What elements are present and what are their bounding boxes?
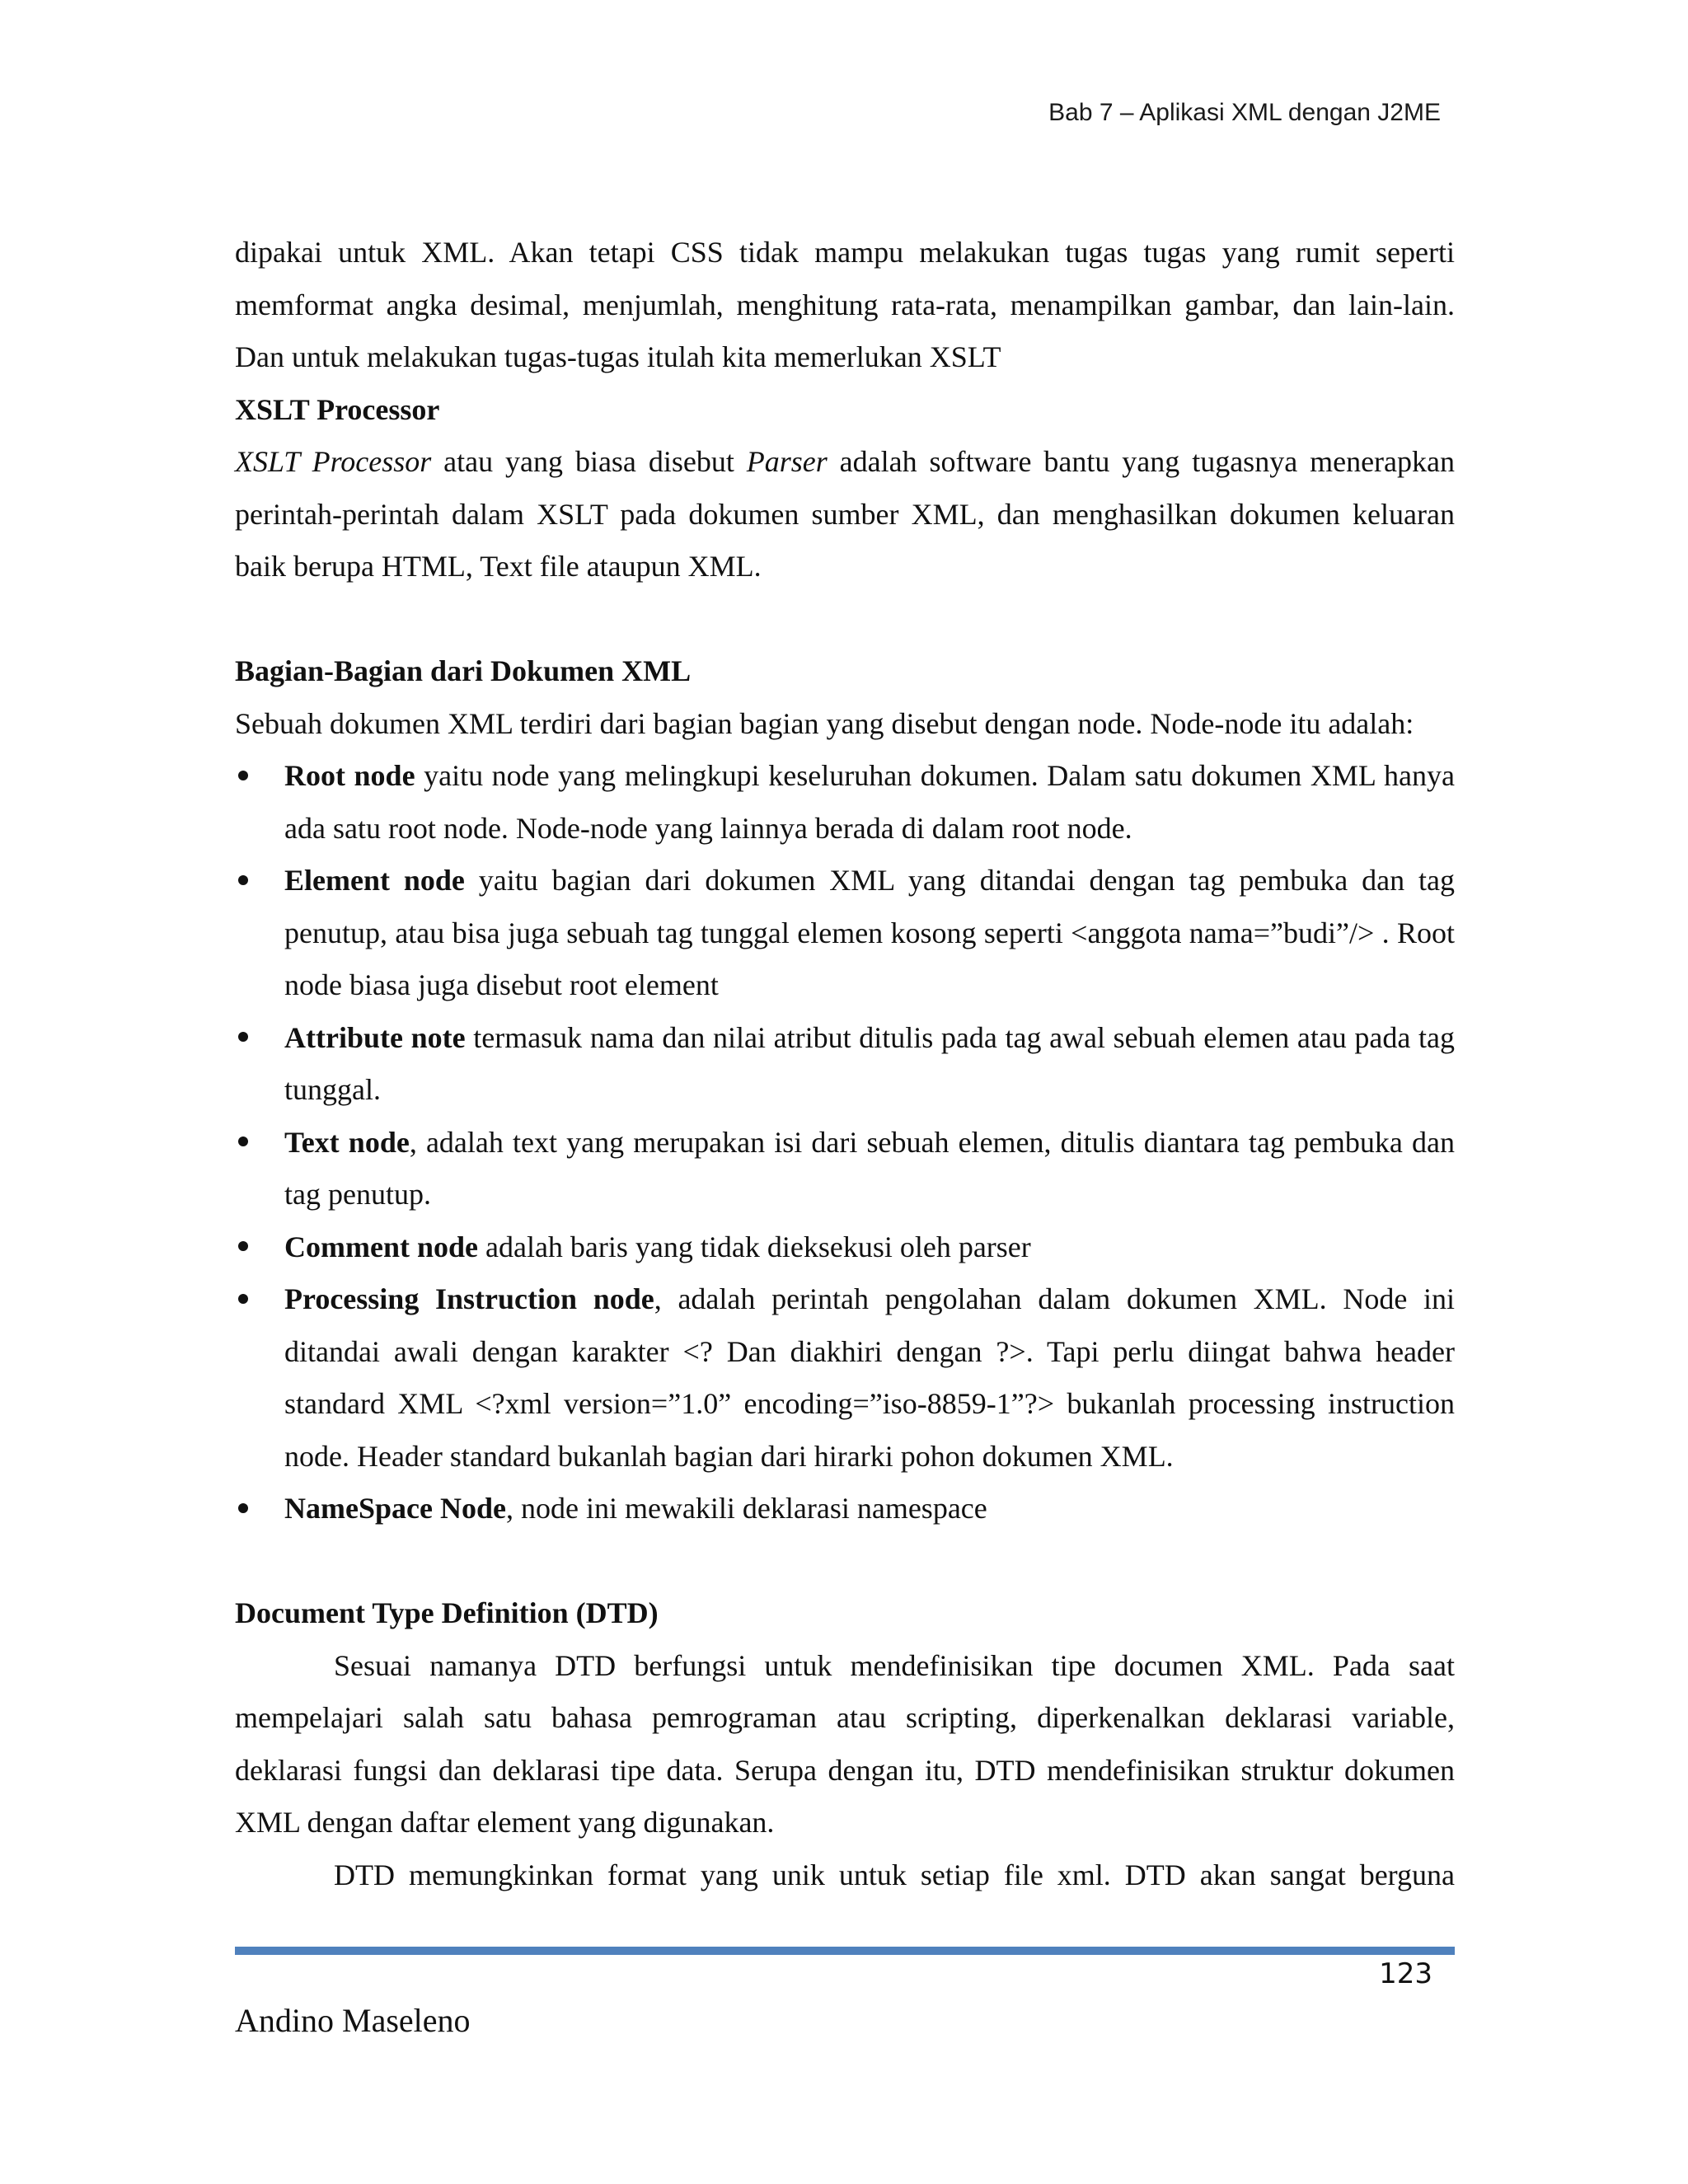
bullet-icon [235,1221,251,1274]
dtd-paragraph-1: Sesuai namanya DTD berfungsi untuk mendefinisikan tipe documen XML. Pada saat mempelajari salah satu bahasa pemrograman atau scripting, diperkenalkan deklarasi variable, deklarasi fungsi dan deklarasi tipe data. Serupa dengan itu, DTD mendefinisikan struktur dokumen XML dengan daftar element yang digunakan. [235,1648,1455,1839]
xslt-text-2: adalah software bantu yang tugasnya menerapkan perintah-perintah dalam XSLT pada dokumen sumber XML, dan menghasilkan dokumen keluaran baik berupa HTML, Text file ataupun XML. [235,445,1455,583]
spacer [235,1535,1455,1588]
spacer [235,593,1455,646]
list-item-text: , node ini mewakili deklarasi namespace [505,1492,987,1525]
list-item-text: , adalah text yang merupakan isi dari sebuah elemen, ditulis diantara tag pembuka dan tag penutup. [284,1125,1456,1211]
list-item [235,1117,1455,1221]
running-header: Bab 7 – Aplikasi XML dengan J2ME [1048,99,1441,126]
bullet-icon [235,855,251,907]
author-name: Andino Maseleno [235,2002,471,2039]
xslt-paragraph [235,436,1455,593]
xslt-heading: XSLT Processor [235,392,440,426]
list-item-term: Root node [284,759,415,792]
list-item-term: Element node [284,864,465,897]
node-list [235,750,1455,1535]
list-item-text: yaitu bagian dari dokumen XML yang ditandai dengan tag pembuka dan tag penutup, atau bisa juga sebuah tag tunggal elemen kosong seperti <anggota nama=”budi”/> . Root node biasa juga disebut root element [284,864,1455,1001]
page-number: 123 [1379,1957,1432,1990]
bagian-intro: Sebuah dokumen XML terdiri dari bagian bagian yang disebut dengan node. Node-node itu adalah: [235,706,1414,740]
xslt-term: XSLT Processor [235,445,432,478]
list-item-term: Comment node [284,1230,478,1263]
bullet-icon [235,1273,251,1326]
list-item [235,750,1455,855]
footer-rule [235,1947,1455,1955]
list-item-term: Attribute note [284,1020,466,1054]
bagian-heading: Bagian-Bagian dari Dokumen XML [235,654,692,687]
list-item [235,1483,1455,1535]
list-item-text: termasuk nama dan nilai atribut ditulis pada tag awal sebuah elemen atau pada tag tunggal. [284,1020,1455,1106]
list-item-term: Processing Instruction node [284,1282,654,1315]
bullet-icon [235,1012,251,1065]
parser-term: Parser [746,445,828,478]
list-item-text: yaitu node yang melingkupi keseluruhan dokumen. Dalam satu dokumen XML hanya ada satu root node. Node-node yang lainnya berada di dalam root node. [284,759,1455,845]
dtd-heading: Document Type Definition (DTD) [235,1596,659,1629]
list-item [235,1221,1455,1274]
bullet-icon [235,1483,251,1535]
intro-paragraph: dipakai untuk XML. Akan tetapi CSS tidak mampu melakukan tugas tugas yang rumit seperti memformat angka desimal, menjumlah, menghitung rata-rata, menampilkan gambar, dan lain-lain. Dan untuk melakukan tugas-tugas itulah kita memerlukan XSLT [235,236,1455,373]
bullet-icon [235,750,251,803]
list-item-term: Text node [284,1125,410,1159]
bullet-icon [235,1117,251,1169]
list-item-text: , adalah perintah pengolahan dalam dokumen XML. Node ini ditandai awali dengan karakter <? Dan diakhiri dengan ?>. Tapi perlu diingat bahwa header standard XML <?xml version=”1.0” encoding=”iso-8859-1”?> bukanlah processing instruction node. Header standard bukanlah bagian dari hirarki pohon dokumen XML. [284,1282,1456,1473]
xslt-text-1: atau yang biasa disebut [431,445,747,478]
list-item-term: NameSpace Node [284,1492,506,1525]
list-item-text: adalah baris yang tidak dieksekusi oleh parser [477,1230,1031,1263]
list-item [235,1273,1455,1483]
list-item [235,1012,1455,1117]
list-item [235,855,1455,1012]
dtd-paragraph-2: DTD memungkinkan format yang unik untuk setiap file xml. DTD akan sangat berguna [334,1858,1455,1891]
page-body [235,227,1455,1901]
